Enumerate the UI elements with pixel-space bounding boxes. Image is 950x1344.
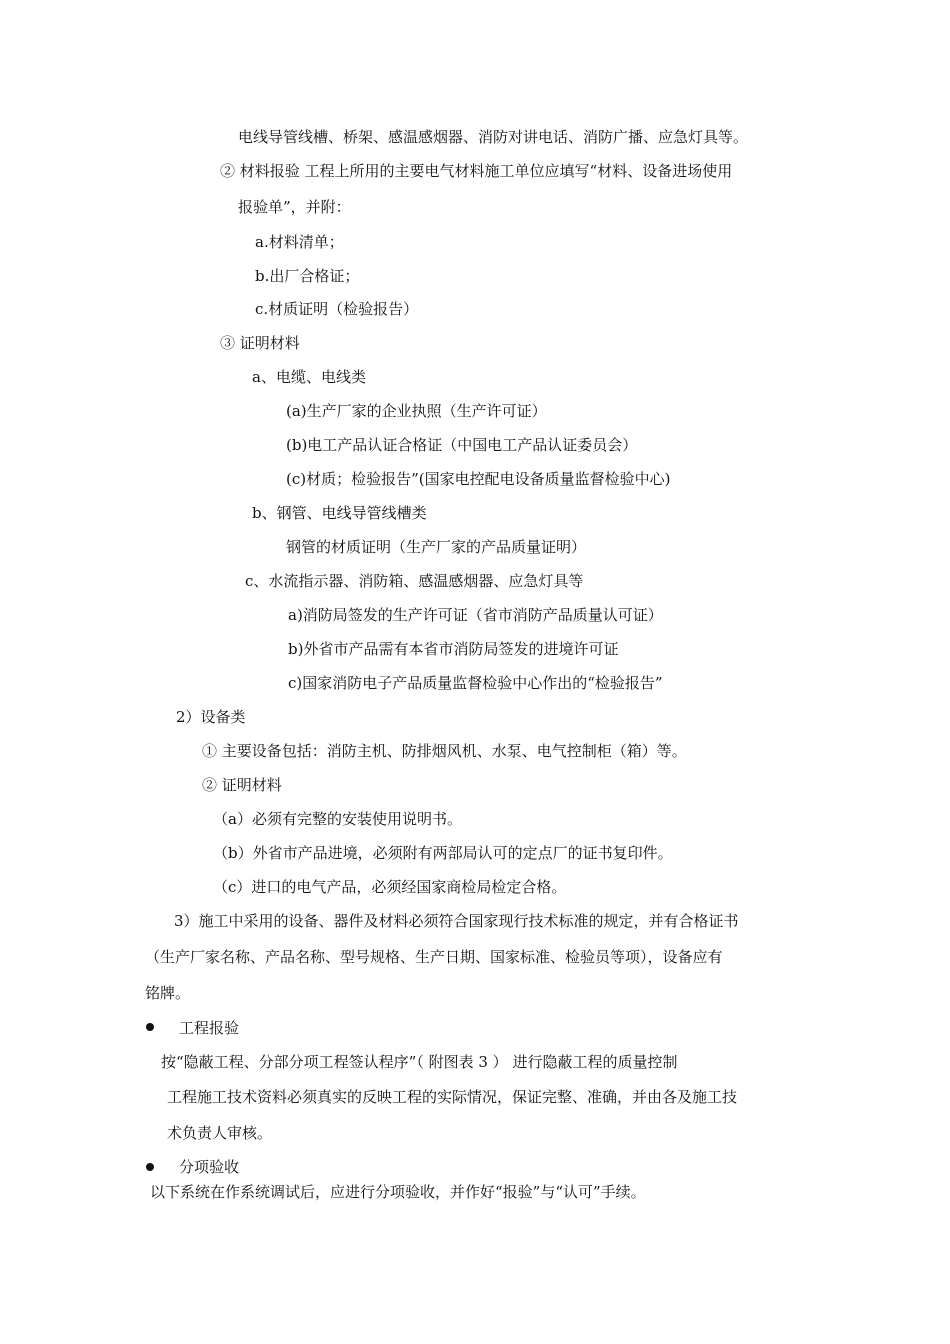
text-line: 铭牌。 bbox=[145, 984, 191, 1002]
text-line: ① 主要设备包括：消防主机、防排烟风机、水泵、电气控制柜（箱）等。 bbox=[202, 742, 687, 760]
text-line: (a)生产厂家的企业执照（生产许可证） bbox=[286, 402, 547, 420]
text-line: c.材质证明（检验报告） bbox=[255, 300, 419, 318]
text-line: (c)材质；检验报告”(国家电控配电设备质量监督检验中心) bbox=[286, 470, 671, 488]
text-line: （生产厂家名称、产品名称、型号规格、生产日期、国家标准、检验员等项），设备应有 bbox=[145, 948, 723, 966]
text-line: a.材料清单； bbox=[255, 233, 344, 251]
text-line: c)国家消防电子产品质量监督检验中心作出的“检验报告” bbox=[288, 674, 663, 692]
text-line: b、钢管、电线导管线槽类 bbox=[252, 504, 427, 522]
text-line: ② 证明材料 bbox=[202, 776, 282, 794]
text-line: 电线导管线槽、桥架、感温感烟器、消防对讲电话、消防广播、应急灯具等。 bbox=[238, 128, 749, 146]
text-line: 术负责人审核。 bbox=[167, 1124, 273, 1142]
text-line: 2）设备类 bbox=[176, 708, 246, 726]
text-line: 钢管的材质证明（生产厂家的产品质量证明） bbox=[286, 538, 587, 556]
bullet-icon bbox=[146, 1163, 154, 1171]
text-line: (b)电工产品认证合格证（中国电工产品认证委员会） bbox=[286, 436, 638, 454]
section-heading: 分项验收 bbox=[179, 1158, 240, 1176]
text-line: a、电缆、电线类 bbox=[252, 368, 366, 386]
text-line: b)外省市产品需有本省市消防局签发的进境许可证 bbox=[288, 640, 619, 658]
text-line: （a）必须有完整的安装使用说明书。 bbox=[213, 810, 462, 828]
text-line: 3）施工中采用的设备、器件及材料必须符合国家现行技术标准的规定，并有合格证书 bbox=[174, 912, 739, 930]
text-line: 以下系统在作系统调试后，应进行分项验收，并作好“报验”与“认可”手续。 bbox=[150, 1183, 646, 1201]
text-line: a)消防局签发的生产许可证（省市消防产品质量认可证） bbox=[288, 606, 663, 624]
text-line: ③ 证明材料 bbox=[220, 334, 300, 352]
text-line: （c）进口的电气产品，必须经国家商检局检定合格。 bbox=[213, 878, 567, 896]
text-line: 按“隐蔽工程、分部分项工程签认程序”（ 附图表 3 ） 进行隐蔽工程的质量控制 bbox=[161, 1053, 678, 1071]
text-line: 报验单”，并附： bbox=[238, 198, 351, 216]
text-line: （b）外省市产品进境，必须附有两部局认可的定点厂的证书复印件。 bbox=[213, 844, 673, 862]
bullet-icon bbox=[146, 1023, 154, 1031]
text-line: ② 材料报验 工程上所用的主要电气材料施工单位应填写“材料、设备进场使用 bbox=[220, 162, 733, 180]
text-line: b.出厂合格证； bbox=[255, 267, 360, 285]
text-line: 工程施工技术资料必须真实的反映工程的实际情况，保证完整、准确，并由各及施工技 bbox=[167, 1088, 738, 1106]
text-line: c、水流指示器、消防箱、感温感烟器、应急灯具等 bbox=[245, 572, 584, 590]
section-heading: 工程报验 bbox=[179, 1019, 240, 1037]
